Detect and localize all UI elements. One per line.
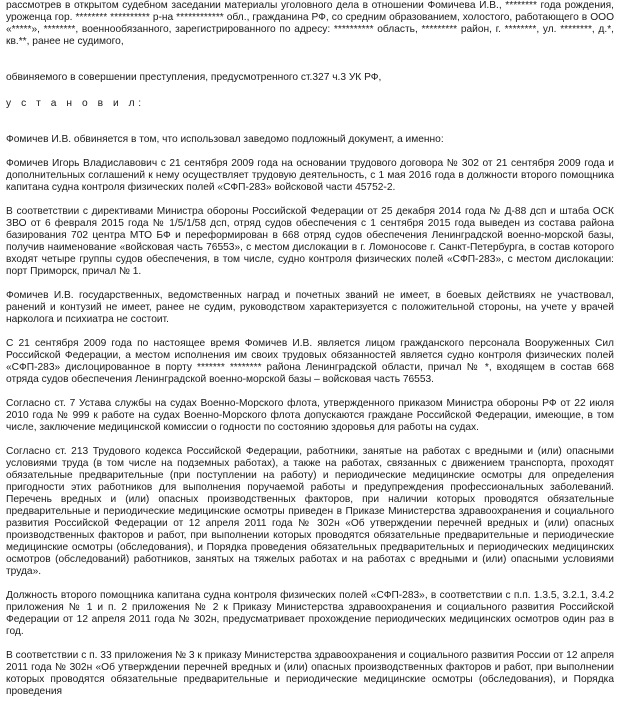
paragraph: Должность второго помощника капитана судна контроля физических полей «СФП-283», в соответствии с п.п. 1.3.5, 3.2.1, 3.4.2 приложения № 1 и п. 2 приложения № 2 к Приказу Министерства здравоохранения и социального развития Российской Федерации от 12 апреля 2011 года № 302н, предусматривает прохождение периодических медицинских осмотров один раз в год. [6,590,614,637]
accused-line: обвиняемого в совершении преступления, предусмотренного ст.327 ч.3 УК РФ, [6,72,382,83]
paragraph: Фомичев И.В. обвиняется в том, что использовал заведомо подложный документ, а именно: [6,134,444,145]
paragraph: В соответствии с п. 33 приложения № 3 к приказу Министерства здравоохранения и социального развития России от 12 апреля 2011 года № 302н «Об утверждении перечней вредных и (или) опасных производственных факторов и работ, при выполнении которых проводятся обязательные предварительные и периодические медицинские осмотры (обследования), и Порядка проведения [6,650,614,697]
paragraph: Фомичев Игорь Владиславович с 21 сентября 2009 года на основании трудового договора № 302 от 21 сентября 2009 года и дополнительных соглашений к нему осуществляет трудовую деятельность, с 1 мая 2016 года в должности второго помощника капитана судна контроля физических полей «СФП-283» войсковой части 45752-2. [6,158,614,193]
paragraph: В соответствии с директивами Министра обороны Российской Федерации от 25 декабря 2014 года № Д-88 дсп и штаба ОСК ЗВО от 6 февраля 2015 года № 1/5/1/58 дсп, отряд судов обеспечения с 1 сентября 2015 года выведен из состава района базирования 702 центра МТО БФ и переформирован в 668 отряд судов обеспечения Ленинградской военно-морской базы, получив наименование «войсковая часть 76553», с местом дислокации в г. Ломоносове г. Санкт-Петербурга, в состав которого входят четыре группы судов обеспечения, в том числе, судно контроля физических полей «СФП-283», с местом дислокации: порт Приморск, причал № 1. [6,206,614,277]
established-heading: у с т а н о в и л: [6,98,145,109]
paragraph: С 21 сентября 2009 года по настоящее время Фомичев И.В. является лицом гражданского персонала Вооруженных Сил Российской Федерации, а местом исполнения им своих трудовых обязанностей является судно контроля физических полей «СФП-283» дислоцированное в порту ******* ******** района Ленинградской области, причал № *, входящем в состав 668 отряда судов обеспечения Ленинградской военно-морской базы – войсковая часть 76553. [6,338,614,385]
paragraph: Согласно ст. 7 Устава службы на судах Военно-Морского флота, утвержденного приказом Министра обороны РФ от 22 июля 2010 года № 999 к работе на судах Военно-Морского флота допускаются граждане Российской Федерации, имеющие, в том числе, заключение медицинской комиссии о годности по состоянию здоровья для работы на судах. [6,398,614,433]
intro-paragraph: рассмотрев в открытом судебном заседании материалы уголовного дела в отношении Фомичева И.В., ******** года рождения, уроженца гор. ******** ********** р-на ************ обл., гражданина РФ, со средним образованием, холостого, работающего в ООО «*****», ********, военнообязанного, зарегистрированного по адресу: ********** область, ********* район, г. ********, ул. ********, д.*, кв.**, ранее не судимого, [6,0,614,47]
document-body [6,0,614,710]
paragraph: Фомичев И.В. государственных, ведомственных наград и почетных званий не имеет, в боевых действиях не участвовал, ранений и контузий не имеет, ранее не судим, руководством характеризуется с положительной стороны, на учете у врачей нарколога и психиатра не состоит. [6,290,614,325]
paragraph: Согласно ст. 213 Трудового кодекса Российской Федерации, работники, занятые на работах с вредными и (или) опасными условиями труда (в том числе на подземных работах), а также на работах, связанных с движением транспорта, проходят обязательные предварительные (при поступлении на работу) и периодические медицинские осмотры для определения пригодности этих работников для выполнения поручаемой работы и предупреждения профессиональных заболеваний. Перечень вредных и (или) опасных производственных факторов, при наличии которых проводятся обязательные предварительные и периодические медицинские осмотры приведен в Приказе Министерства здравоохранения и социального развития Российской Федерации от 12 апреля 2011 года № 302н «Об утверждении перечней вредных и (или) опасных производственных факторов и работ, при выполнении которых проводятся обязательные предварительные и периодические медицинские осмотры (обследования), и Порядка проведения обязательных предварительных и периодических медицинских осмотров (обследований) работников, занятых на тяжелых работах и на работах с вредными и (или) опасными условиями труда». [6,446,614,577]
